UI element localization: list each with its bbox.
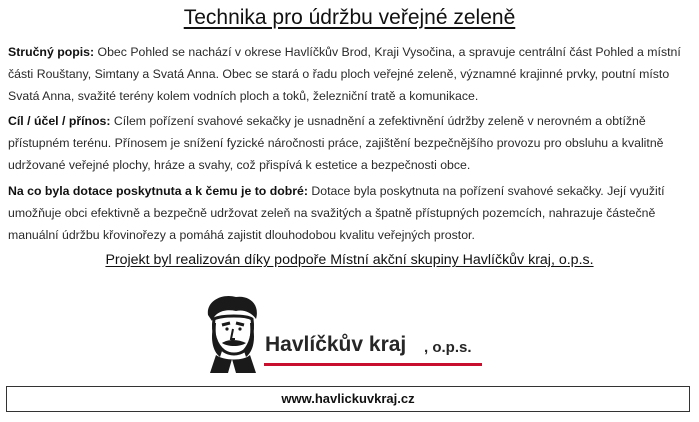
website-box — [6, 386, 690, 412]
organization-logo — [200, 293, 500, 373]
section-goal — [8, 110, 692, 176]
section-label: Cíl / účel / přínos: — [8, 114, 111, 128]
section-text: Cílem pořízení svahové sekačky je usnadnění a zefektivnění údržby zeleně v nerovném a obtížně přístupném terénu. Přínosem je snížení fyzické náročnosti práce, zajištění bezpečnějšího provozu pro obsluhu a kvalitně udržované veřejné plochy, hráze a svahy, což přispívá k estetice a bezpečnosti obce. — [8, 114, 664, 172]
project-statement: Projekt byl realizován díky podpoře Místní akční skupiny Havlíčkův kraj, o.p.s. — [105, 252, 594, 268]
website-link[interactable]: www.havlickuvkraj.cz — [281, 391, 415, 406]
section-label: Na co byla dotace poskytnuta a k čemu je to dobré: — [8, 184, 308, 198]
logo-name: Havlíčkův kraj — [265, 333, 407, 356]
section-description — [8, 41, 692, 107]
section-label: Stručný popis: — [8, 45, 95, 59]
portrait-silhouette-icon — [200, 293, 264, 373]
section-text: Dotace byla poskytnuta na pořízení svahové sekačky. Její využití umožňuje obci efektivně a bezpečně udržovat zeleň na svažitých a špatně přístupných pozemcích, nahrazuje částečně manuální údržbu křovinořezy a pomáhá zajistit dlouhodobou kvalitu veřejných prostor. — [8, 184, 665, 242]
logo-suffix: , o.p.s. — [424, 339, 472, 356]
section-text: Obec Pohled se nachází v okrese Havlíčkův Brod, Kraji Vysočina, a spravuje centrální část Pohled a místní části Rouštany, Simtany a Svatá Anna. Obec se stará o řadu ploch veřejné zeleně, významné krajinné prvky, poutní místo Svatá Anna, svažité terény kolem vodních ploch a toků, železniční tratě a komunikace. — [8, 45, 681, 103]
page-title: Technika pro údržbu veřejné zeleně — [183, 6, 516, 29]
logo-underline — [264, 363, 482, 366]
section-subsidy — [8, 180, 692, 246]
